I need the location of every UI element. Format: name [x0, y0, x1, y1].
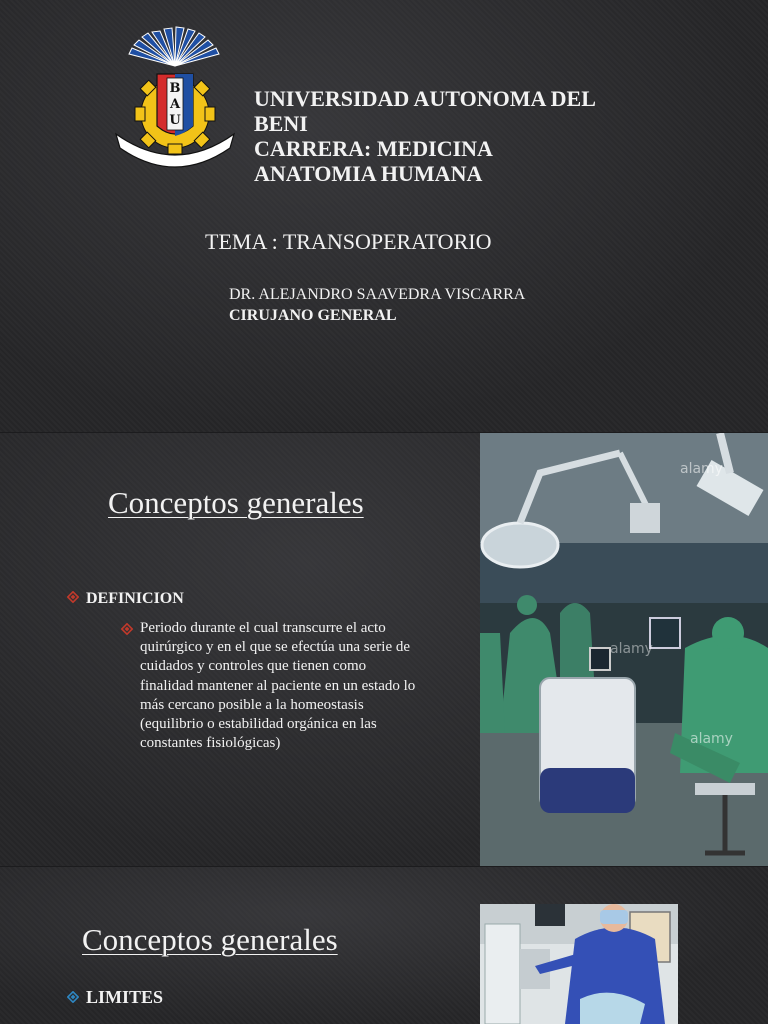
surgeon-photo [480, 904, 678, 1024]
definition-slide [0, 433, 768, 866]
diamond-bullet-icon [120, 622, 134, 636]
logo-letter-u: U [169, 113, 181, 128]
university-name-line2: BENI [254, 111, 308, 136]
university-crest-icon [112, 26, 238, 168]
topic-title: TEMA : TRANSOPERATORIO [205, 229, 492, 254]
university-name-line1: UNIVERSIDAD AUTONOMA DEL [254, 86, 596, 111]
slide-title: Conceptos generales [108, 485, 364, 520]
subject-label: ANATOMIA HUMANA [254, 161, 483, 186]
limits-bullet [66, 987, 163, 1008]
limits-slide [0, 867, 768, 1024]
watermark-text: alamy [680, 461, 723, 477]
doctor-position: CIRUJANO GENERAL [229, 307, 397, 324]
diamond-bullet-icon [66, 990, 80, 1004]
diamond-bullet-icon [66, 590, 80, 604]
career-label: CARRERA: MEDICINA [254, 136, 493, 161]
definition-bullet [66, 590, 184, 608]
header-block [254, 86, 654, 186]
logo-letter-a: A [169, 97, 181, 112]
definition-label: DEFINICION [86, 590, 184, 607]
definition-sub-bullet [120, 619, 420, 753]
watermark-text: alamy [690, 731, 733, 747]
operating-room-photo [480, 433, 768, 866]
limits-label: LIMITES [86, 987, 164, 1007]
doctor-name: DR. ALEJANDRO SAAVEDRA VISCARRA [229, 286, 526, 303]
definition-text: Periodo durante el cual transcurre el acto quirúrgico y en el que se efectúa una serie de cuidados y controles que tienen como finalidad mantener al paciente en un estado lo más cercano posible a la homeostasis (equilibrio o estabilidad orgánica en las constantes fisiológicas) [140, 620, 416, 752]
slide-title: Conceptos generales [82, 922, 338, 957]
watermark-text: alamy [610, 641, 653, 657]
logo-letter-b: B [169, 81, 181, 96]
title-slide [0, 0, 768, 432]
